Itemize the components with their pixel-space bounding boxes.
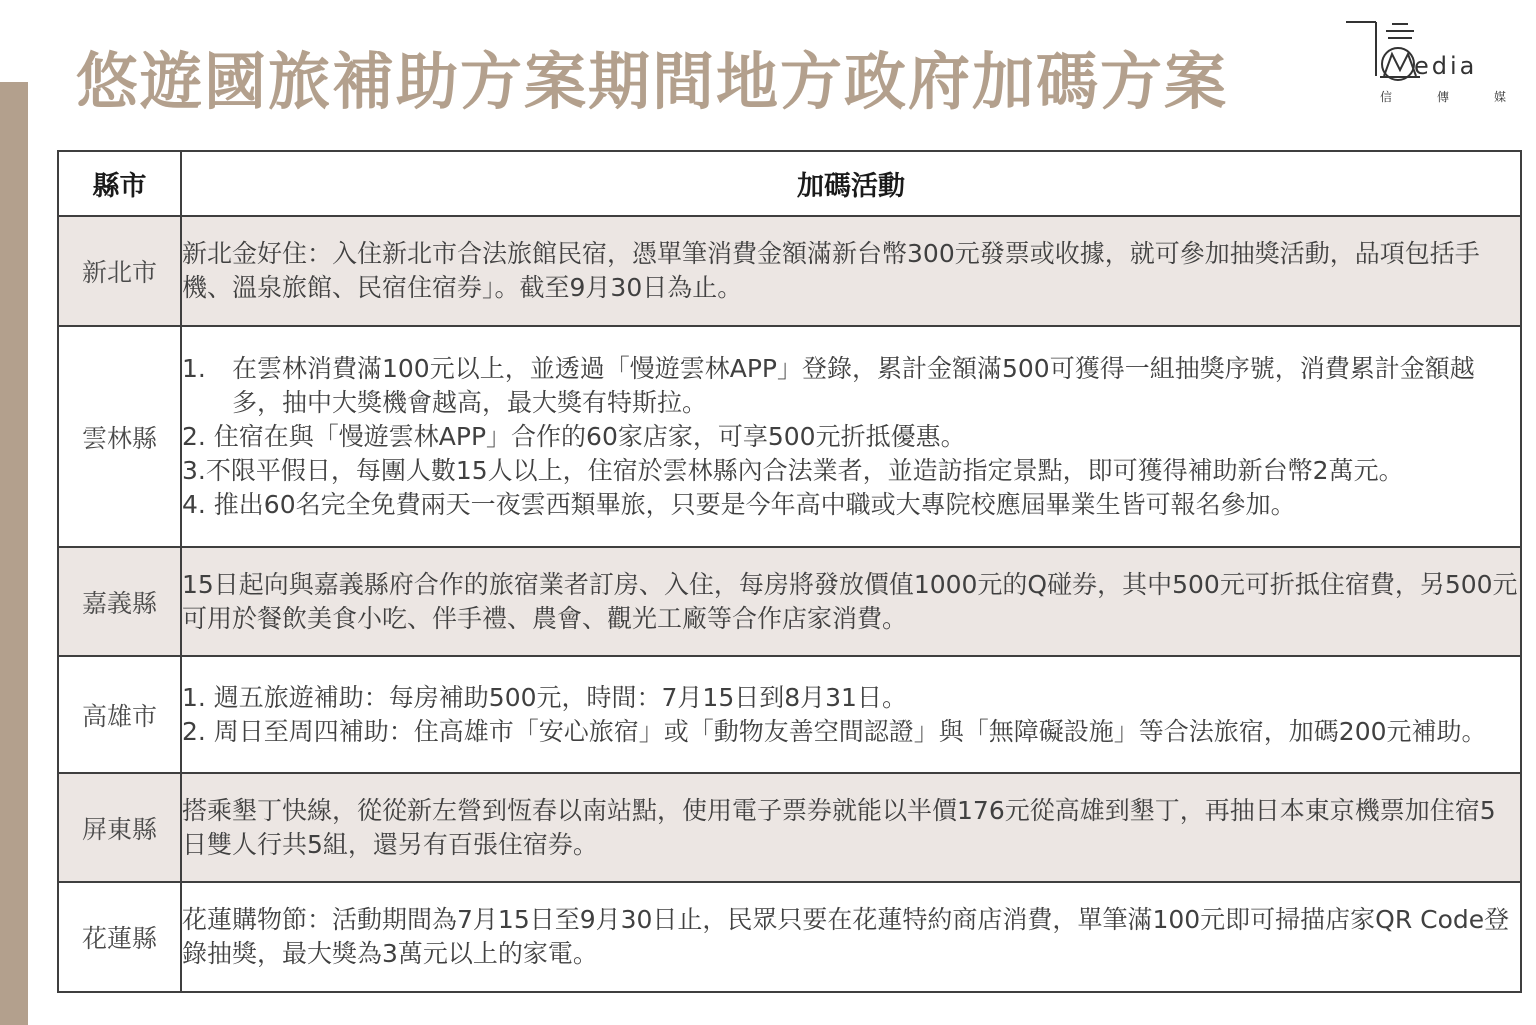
logo-subtitle <box>1380 88 1506 105</box>
activity-text: 4. 推出60名完全免費兩天一夜雲西類畢旅，只要是今年高中職或大專院校應屆畢業生皆可報名參加。 <box>182 489 1296 519</box>
logo-wordmark: edia <box>1414 52 1478 80</box>
media-logo <box>1344 18 1510 108</box>
activity-text: 15日起向與嘉義縣府合作的旅宿業者訂房、入住，每房將發放價值1000元的Q碰券，其中500元可折抵住宿費，另500元可用於餐飲美食小吃、伴手禮、農會、觀光工廠等合作店家消費。 <box>182 569 1518 633</box>
city-cell: 嘉義縣 <box>58 547 181 656</box>
city-cell: 新北市 <box>58 216 181 326</box>
activity-text: 搭乘墾丁快線，從從新左營到恆春以南站點，使用電子票券就能以半價176元從高雄到墾丁，再抽日本東京機票加住宿5日雙人行共5組，還另有百張住宿券。 <box>182 795 1496 859</box>
header-city: 縣市 <box>58 151 181 216</box>
activity-text: 1. 週五旅遊補助：每房補助500元，時間：7月15日到8月31日。 <box>182 682 907 712</box>
activity-cell <box>181 656 1521 773</box>
activity-text: 3.不限平假日，每團人數15人以上，住宿於雲林縣內合法業者，並造訪指定景點，即可獲得補助新台幣2萬元。 <box>182 455 1404 485</box>
logo-sub-char: 媒 <box>1493 90 1506 104</box>
activity-text: 2. 住宿在與「慢遊雲林APP」合作的60家店家，可享500元折抵優惠。 <box>182 421 966 451</box>
logo-sub-char: 傳 <box>1436 90 1449 104</box>
page-title: 悠遊國旅補助方案期間地方政府加碼方案 <box>76 45 1229 118</box>
activity-cell <box>181 773 1521 882</box>
logo-sub-char: 信 <box>1380 90 1393 104</box>
table-row <box>58 326 1521 547</box>
table-row <box>58 656 1521 773</box>
promotion-table <box>57 150 1522 993</box>
activity-cell <box>181 547 1521 656</box>
activity-text: 在雲林消費滿100元以上，並透過「慢遊雲林APP」登錄，累計金額滿500可獲得一組抽獎序號，消費累計金額越多，抽中大獎機會越高，最大獎有特斯拉。 <box>232 353 1475 417</box>
city-cell: 屏東縣 <box>58 773 181 882</box>
activity-cell <box>181 326 1521 547</box>
table-row <box>58 882 1521 992</box>
side-accent-bar <box>0 82 28 1025</box>
city-cell: 雲林縣 <box>58 326 181 547</box>
header-activity: 加碼活動 <box>181 151 1521 216</box>
activity-item <box>182 352 1520 420</box>
activity-cell <box>181 216 1521 326</box>
activity-text: 花蓮購物節：活動期間為7月15日至9月30日止，民眾只要在花蓮特約商店消費，單筆滿100元即可掃描店家QR Code登錄抽獎，最大獎為3萬元以上的家電。 <box>182 905 1510 968</box>
city-cell: 高雄市 <box>58 656 181 773</box>
table-header-row <box>58 151 1521 216</box>
table-row <box>58 773 1521 882</box>
activity-cell <box>181 882 1521 992</box>
city-cell: 花蓮縣 <box>58 882 181 992</box>
item-number: 1. <box>182 353 206 383</box>
activity-text: 2. 周日至周四補助：住高雄市「安心旅宿」或「動物友善空間認證」與「無障礙設施」等合法旅宿，加碼200元補助。 <box>182 716 1487 746</box>
table-row <box>58 216 1521 326</box>
activity-text: 新北金好住：入住新北市合法旅館民宿，憑單筆消費金額滿新台幣300元發票或收據，就可參加抽獎活動，品項包括手機、溫泉旅館、民宿住宿券」。截至9月30日為止。 <box>182 239 1480 302</box>
table-row <box>58 547 1521 656</box>
